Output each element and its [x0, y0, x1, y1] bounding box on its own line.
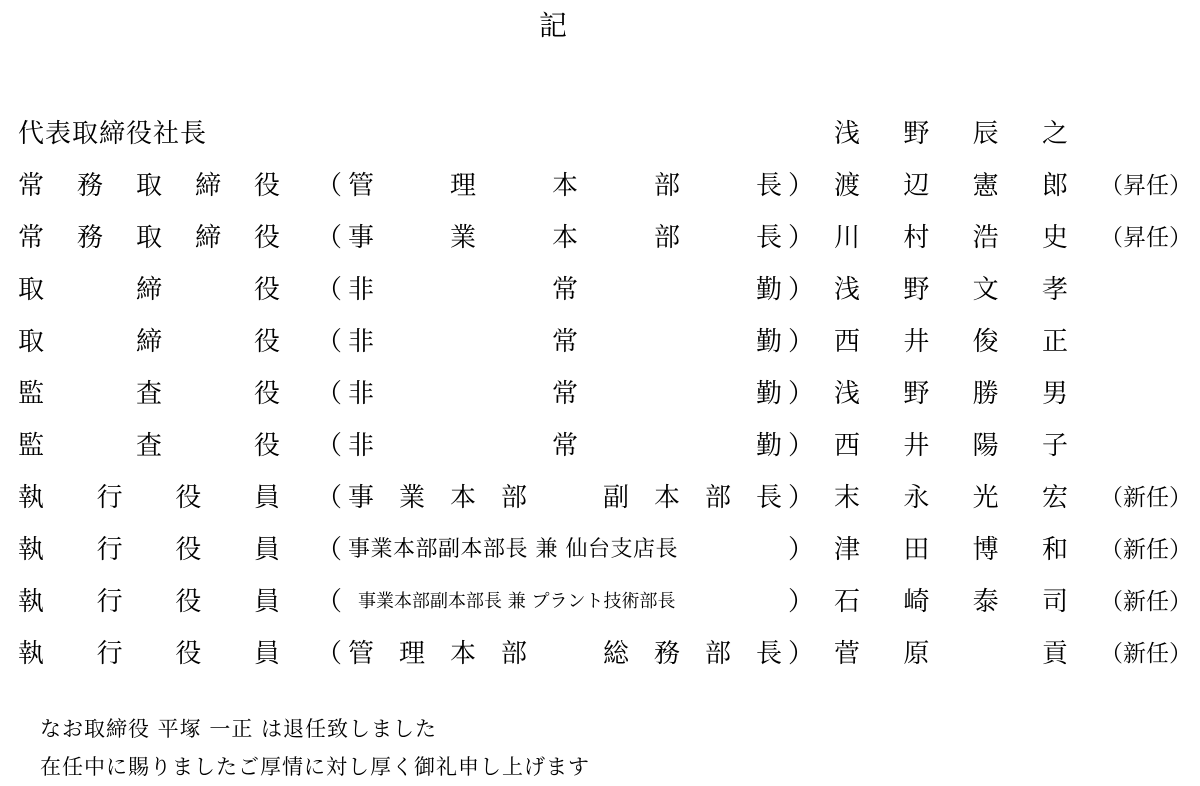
officer-title: 執行役員: [18, 639, 280, 669]
paren-open: （: [316, 223, 343, 253]
officer-title: 執行役員: [18, 483, 280, 513]
paren-close: ）: [788, 431, 815, 461]
officer-department: 事業本部副本部長 兼 仙台支店長: [348, 537, 678, 562]
paren-open: （: [316, 535, 343, 565]
officer-row: [18, 576, 1192, 628]
officer-name: 石崎泰司: [834, 587, 1068, 617]
paren-close: ）: [788, 535, 815, 565]
paren-close: ）: [788, 379, 815, 409]
officer-title: 執行役員: [18, 535, 280, 565]
officer-title: 代表取締役社長: [18, 119, 208, 149]
paren-open: （: [316, 327, 343, 357]
paren-close: ）: [788, 639, 815, 669]
officer-department: 非常勤: [348, 275, 782, 305]
paren-open: （: [316, 431, 343, 461]
officer-department: 管理本部長: [348, 171, 782, 201]
officer-row: [18, 420, 1188, 472]
officer-roster: [18, 108, 1192, 680]
officer-status-note: （新任）: [1100, 641, 1192, 667]
paren-close: ）: [788, 171, 815, 201]
officer-row: [18, 160, 1192, 212]
officer-row: [18, 524, 1192, 576]
paren-open: （: [316, 171, 343, 201]
paren-open: （: [316, 275, 343, 305]
officer-title: 常務取締役: [18, 223, 280, 253]
officer-name: 津田博和: [834, 535, 1068, 565]
officer-title: 監査役: [18, 431, 280, 461]
paren-open: （: [316, 379, 343, 409]
paren-close: ）: [788, 223, 815, 253]
officer-department: 非常勤: [348, 379, 782, 409]
officer-name: 西井陽子: [834, 431, 1068, 461]
paren-close: ）: [788, 587, 815, 617]
paren-close: ）: [788, 483, 815, 513]
officer-department: 事業本部長: [348, 223, 782, 253]
officer-name: 末永光宏: [834, 483, 1068, 513]
officer-name: 西井俊正: [834, 327, 1068, 357]
officer-title: 取締役: [18, 327, 280, 357]
officer-name: 渡辺憲郎: [834, 171, 1068, 201]
officer-status-note: （新任）: [1100, 485, 1192, 511]
document-heading: 記: [538, 9, 567, 42]
officer-department: 事業本部 副本部長: [348, 483, 782, 513]
officer-name: 浅野辰之: [834, 119, 1068, 149]
officer-department: 事業本部副本部長 兼 プラント技術部長: [358, 591, 676, 612]
officer-row: [18, 368, 1188, 420]
officer-name: 菅原 貢: [834, 639, 1068, 669]
paren-close: ）: [788, 327, 815, 357]
officer-name: 浅野勝男: [834, 379, 1068, 409]
officer-title: 取締役: [18, 275, 280, 305]
paren-close: ）: [788, 275, 815, 305]
officer-row: [18, 316, 1188, 368]
officer-row: [18, 108, 1188, 160]
gratitude-notice: 在任中に賜りましたご厚情に対し厚く御礼申し上げます: [40, 755, 590, 779]
officer-row: [18, 212, 1192, 264]
paren-open: （: [316, 483, 343, 513]
officer-title: 監査役: [18, 379, 280, 409]
officer-title: 執行役員: [18, 587, 280, 617]
officer-department: 非常勤: [348, 431, 782, 461]
officer-name: 川村浩史: [834, 223, 1068, 253]
officer-department: 非常勤: [348, 327, 782, 357]
paren-open: （: [316, 639, 343, 669]
officer-row: [18, 264, 1188, 316]
officer-status-note: （昇任）: [1100, 173, 1192, 199]
officer-title: 常務取締役: [18, 171, 280, 201]
officer-status-note: （新任）: [1100, 537, 1192, 563]
paren-open: （: [316, 587, 343, 617]
retirement-notice: なお取締役 平塚 一正 は退任致しました: [40, 717, 438, 741]
officer-row: [18, 472, 1192, 524]
officer-status-note: （新任）: [1100, 589, 1192, 615]
officer-status-note: （昇任）: [1100, 225, 1192, 251]
officer-department: 管理本部 総務部長: [348, 639, 782, 669]
officer-row: [18, 628, 1192, 680]
officer-name: 浅野文孝: [834, 275, 1068, 305]
